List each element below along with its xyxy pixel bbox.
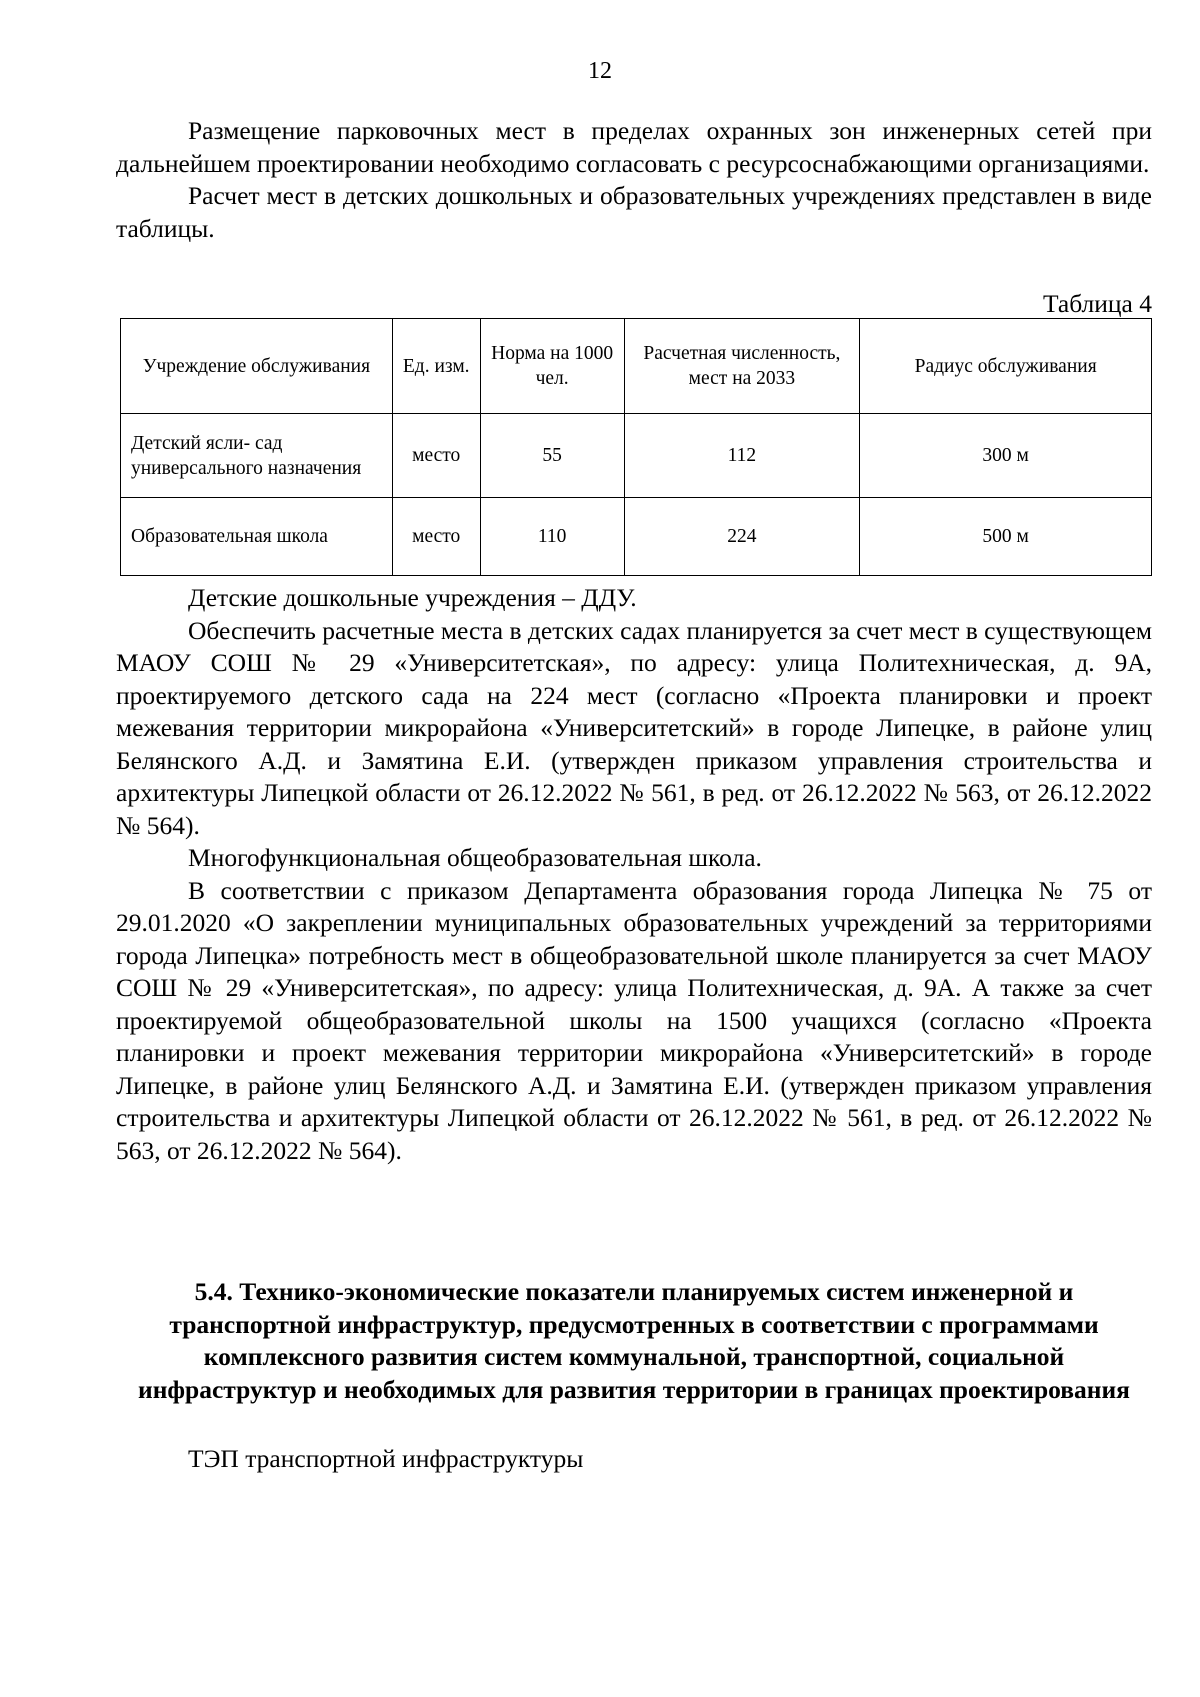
cell-norm: 110: [480, 498, 624, 576]
cell-unit: место: [392, 498, 480, 576]
intro-text: [116, 115, 1152, 245]
table-row: [121, 498, 1152, 576]
paragraph-school: В соответствии с приказом Департамента образования города Липецка № 75 от 29.01.2020 «О закреплении муниципальных образовательных учреждений за территориями города Липецка» потребность мест в общеобразовательной школе планируется за счет МАОУ СОШ № 29 «Университетская», по адресу: улица Политехническая, д. 9А. А также за счет проектируемой общеобразовательной школы на 1500 учащихся (согласно «Проекта планировки и проект межевания территории микрорайона «Университетский» в городе Липецке, в районе улиц Белянского А.Д. и Замятина Е.И. (утвержден приказом управления строительства и архитектуры Липецкой области от 26.12.2022 № 561, в ред. от 26.12.2022 № 563, от 26.12.2022 № 564).: [116, 875, 1152, 1165]
paragraph-parking: Размещение парковочных мест в пределах охранных зон инженерных сетей при дальнейшем проектировании необходимо согласовать с ресурсоснабжающими организациями.: [116, 116, 1152, 178]
paragraph-table-intro: Расчет мест в детских дошкольных и образовательных учреждениях представлен в виде таблицы.: [116, 181, 1152, 243]
institutions-table: [120, 318, 1152, 576]
table-row: [121, 414, 1152, 498]
cell-institution: Образовательная школа: [121, 498, 393, 576]
cell-capacity: 112: [624, 414, 860, 498]
section-heading: 5.4. Технико-экономические показатели планируемых систем инженерной и транспортной инфраструктур, предусмотренных в соответствии с программами комплексного развития систем коммунальной, транспортной, социальной инфраструктур и необходимых для развития территории в границах проектирования: [138, 1277, 1130, 1404]
paragraph-school-title: Многофункциональная общеобразовательная школа.: [188, 843, 762, 872]
cell-capacity: 224: [624, 498, 860, 576]
header-institution: Учреждение обслуживания: [121, 319, 393, 414]
cell-institution: Детский ясли- сад универсального назначения: [121, 414, 393, 498]
table-header-row: [121, 319, 1152, 414]
paragraph-kindergarten: Обеспечить расчетные места в детских садах планируется за счет мест в существующем МАОУ СОШ № 29 «Университетская», по адресу: улица Политехническая, д. 9А, проектируемого детского сада на 224 мест (согласно «Проекта планировки и проект межевания территории микрорайона «Университетский» в городе Липецке, в районе улиц Белянского А.Д. и Замятина Е.И. (утвержден приказом управления строительства и архитектуры Липецкой области от 26.12.2022 № 561, в ред. от 26.12.2022 № 563, от 26.12.2022 № 564).: [116, 615, 1152, 840]
cell-radius: 500 м: [860, 498, 1152, 576]
header-capacity: Расчетная численность, мест на 2033: [624, 319, 860, 414]
header-unit: Ед. изм.: [392, 319, 480, 414]
page-number: 12: [588, 58, 612, 84]
header-norm: Норма на 1000 чел.: [480, 319, 624, 414]
body-text: [116, 582, 1152, 1167]
tep-subheading: ТЭП транспортной инфраструктуры: [188, 1444, 584, 1473]
header-radius: Радиус обслуживания: [860, 319, 1152, 414]
cell-radius: 300 м: [860, 414, 1152, 498]
paragraph-ddu: Детские дошкольные учреждения – ДДУ.: [188, 583, 637, 612]
cell-norm: 55: [480, 414, 624, 498]
table-caption: Таблица 4: [1042, 289, 1152, 318]
cell-unit: место: [392, 414, 480, 498]
